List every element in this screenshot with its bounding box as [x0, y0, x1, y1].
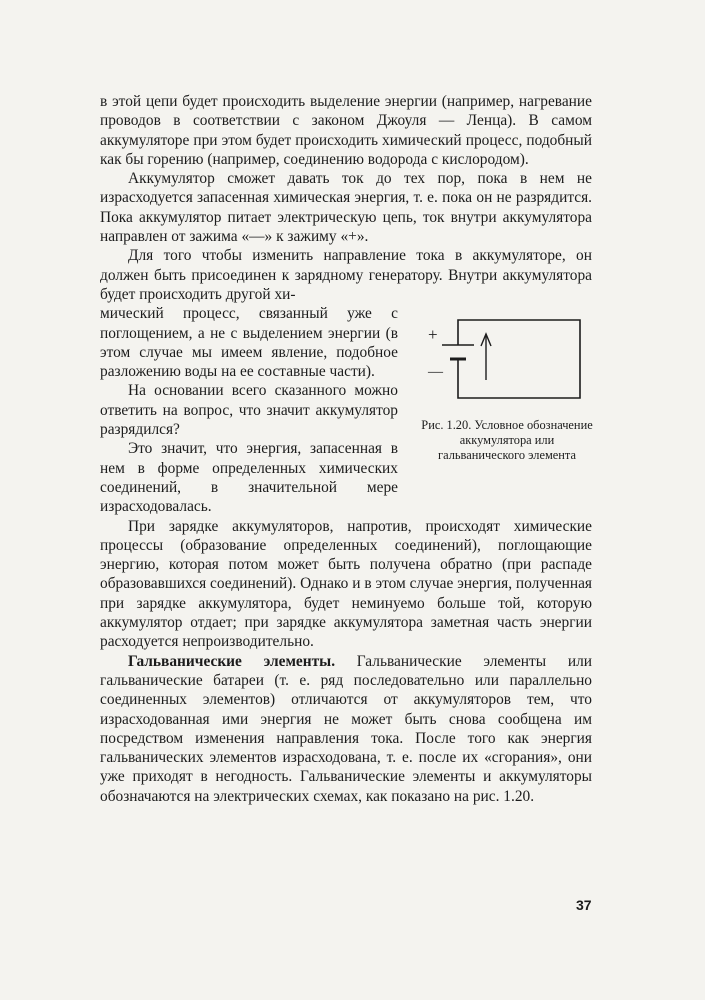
narrow-text	[100, 304, 398, 516]
figure-caption: Рис. 1.20. Условное обозначение аккумулятора или гальванического элемента	[421, 418, 593, 463]
paragraph-2: Аккумулятор сможет давать ток до тех пор, пока в нем не израсходуется запасенная химическая энергия, т. е. пока он не разрядится. Пока аккумулятор питает электрическую цепь, ток внутри аккумулятора направлен от зажима «—» к зажиму «+».	[100, 170, 592, 246]
paragraph-4: На основании всего сказанного можно ответить на вопрос, что значит аккумулятор разрядился?	[100, 382, 398, 439]
minus-sign: —	[428, 364, 443, 381]
circuit-wire	[458, 320, 580, 398]
paragraph-3-continued: мический процесс, связанный уже с поглощением, а не с выделением энергии (в этом случае мы имеем явление, подобное разложению воды на ее составные части).	[100, 305, 398, 381]
paragraph-3: Для того чтобы изменить направление тока в аккумуляторе, он должен быть присоединен к зарядному генератору. Внутри аккумулятора будет происходить другой хи-	[100, 247, 592, 303]
paragraph-1: в этой цепи будет происходить выделение энергии (например, нагревание проводов в соответствии с законом Джоуля — Ленца). В самом аккумуляторе при этом будет происходить химический процесс, подобный как бы горению (например, соединению водорода с кислородом).	[100, 93, 592, 168]
text-column	[100, 92, 592, 806]
battery-symbol-diagram	[418, 310, 596, 410]
page-number: 37	[576, 897, 592, 913]
plus-sign: +	[428, 325, 438, 345]
paragraph-5: Это значит, что энергия, запасенная в нем в форме определенных химических соединений, в значительной мере израсходовалась.	[100, 440, 398, 516]
section-heading: Гальванические элементы.	[128, 652, 336, 670]
paragraph-6: При зарядке аккумуляторов, напротив, происходят химические процессы (образование определенных соединений), поглощающие энергию, которая потом может быть получена обратно (при распаде образовавшихся соединений). Однако и в этом случае энергия, полученная при зарядке аккумулятора, будет неминуемо больше той, которую аккумулятор отдает; при зарядке аккумулятора заметная часть энергии расходуется непроизводительно.	[100, 517, 592, 651]
paragraph-7	[100, 652, 592, 806]
figure-wrap-block	[100, 304, 592, 516]
paragraph-7-text: Гальванические элементы или гальванические батареи (т. е. ряд последовательно или параллельно соединенных элементов) отличаются от аккумуляторов тем, что израсходованная ими энергия не может быть снова сообщена им посредством изменения направления тока. После того как энергия гальванических элементов израсходована, т. е. после их «сгорания», они уже приходят в негодность. Гальванические элементы и аккумуляторы обозначаются на электрических схемах, как показано на рис. 1.20.	[100, 652, 592, 805]
